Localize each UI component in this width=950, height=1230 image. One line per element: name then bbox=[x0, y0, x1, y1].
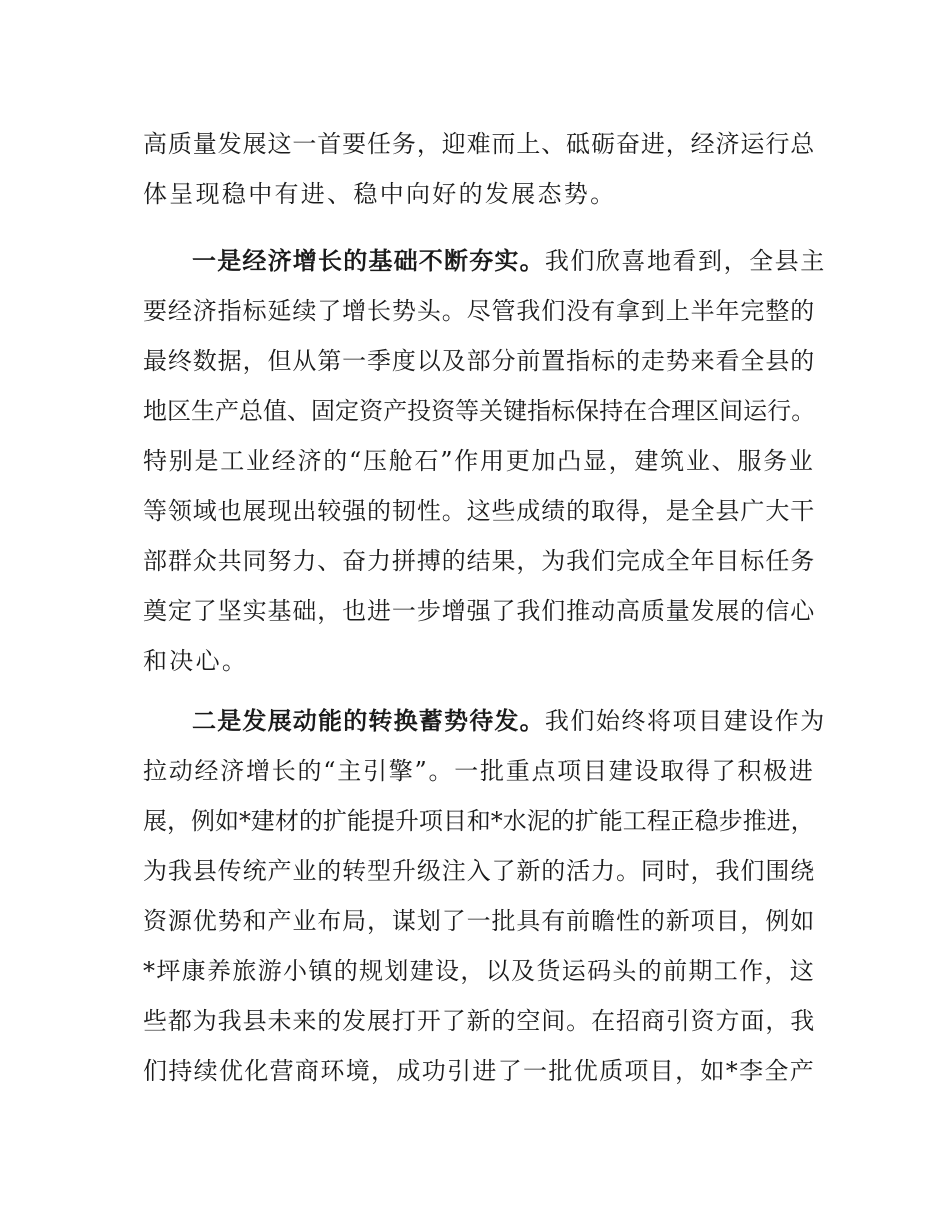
text-line: 为我县传统产业的转型升级注入了新的活力。同时，我们围绕 bbox=[143, 857, 816, 885]
paragraph-lead-heading: 一是经济增长的基础不断夯实。 bbox=[192, 247, 545, 275]
text-line: 地区生产总值、固定资产投资等关键指标保持在合理区间运行。 bbox=[143, 397, 816, 425]
paragraph-first-line bbox=[192, 705, 826, 737]
text-line: 部群众共同努力、奋力拼搏的结果，为我们完成全年目标任务 bbox=[143, 547, 816, 575]
text-line: *坪康养旅游小镇的规划建设，以及货运码头的前期工作，这 bbox=[143, 957, 816, 985]
text-line: 高质量发展这一首要任务，迎难而上、砥砺奋进，经济运行总 bbox=[143, 130, 816, 158]
text-line: 要经济指标延续了增长势头。尽管我们没有拿到上半年完整的 bbox=[143, 297, 816, 325]
text-segment: 我们始终将项目建设作为 bbox=[544, 707, 826, 735]
text-line: 等领域也展现出较强的韧性。这些成绩的取得，是全县广大干 bbox=[143, 497, 816, 525]
text-line: 些都为我县未来的发展打开了新的空间。在招商引资方面，我 bbox=[143, 1007, 816, 1035]
text-line: 奠定了坚实基础，也进一步增强了我们推动高质量发展的信心 bbox=[143, 597, 816, 625]
text-line: 体呈现稳中有进、稳中向好的发展态势。 bbox=[143, 180, 617, 208]
text-segment: 我们欣喜地看到，全县主 bbox=[544, 247, 826, 275]
text-line: 资源优势和产业布局，谋划了一批具有前瞻性的新项目，例如 bbox=[143, 907, 816, 935]
paragraph-lead-heading: 二是发展动能的转换蓄势待发。 bbox=[192, 707, 545, 735]
text-line: 和决心。 bbox=[143, 647, 249, 675]
text-line: 最终数据，但从第一季度以及部分前置指标的走势来看全县的 bbox=[143, 347, 816, 375]
text-line: 们持续优化营商环境，成功引进了一批优质项目，如*李全产 bbox=[143, 1057, 816, 1085]
text-line: 拉动经济增长的“主引擎”。一批重点项目建设取得了积极进 bbox=[143, 757, 815, 785]
text-line: 展，例如*建材的扩能提升项目和*水泥的扩能工程正稳步推进， bbox=[143, 807, 815, 835]
text-line: 特别是工业经济的“压舱石”作用更加凸显，建筑业、服务业 bbox=[143, 447, 815, 475]
paragraph-first-line bbox=[192, 245, 826, 277]
